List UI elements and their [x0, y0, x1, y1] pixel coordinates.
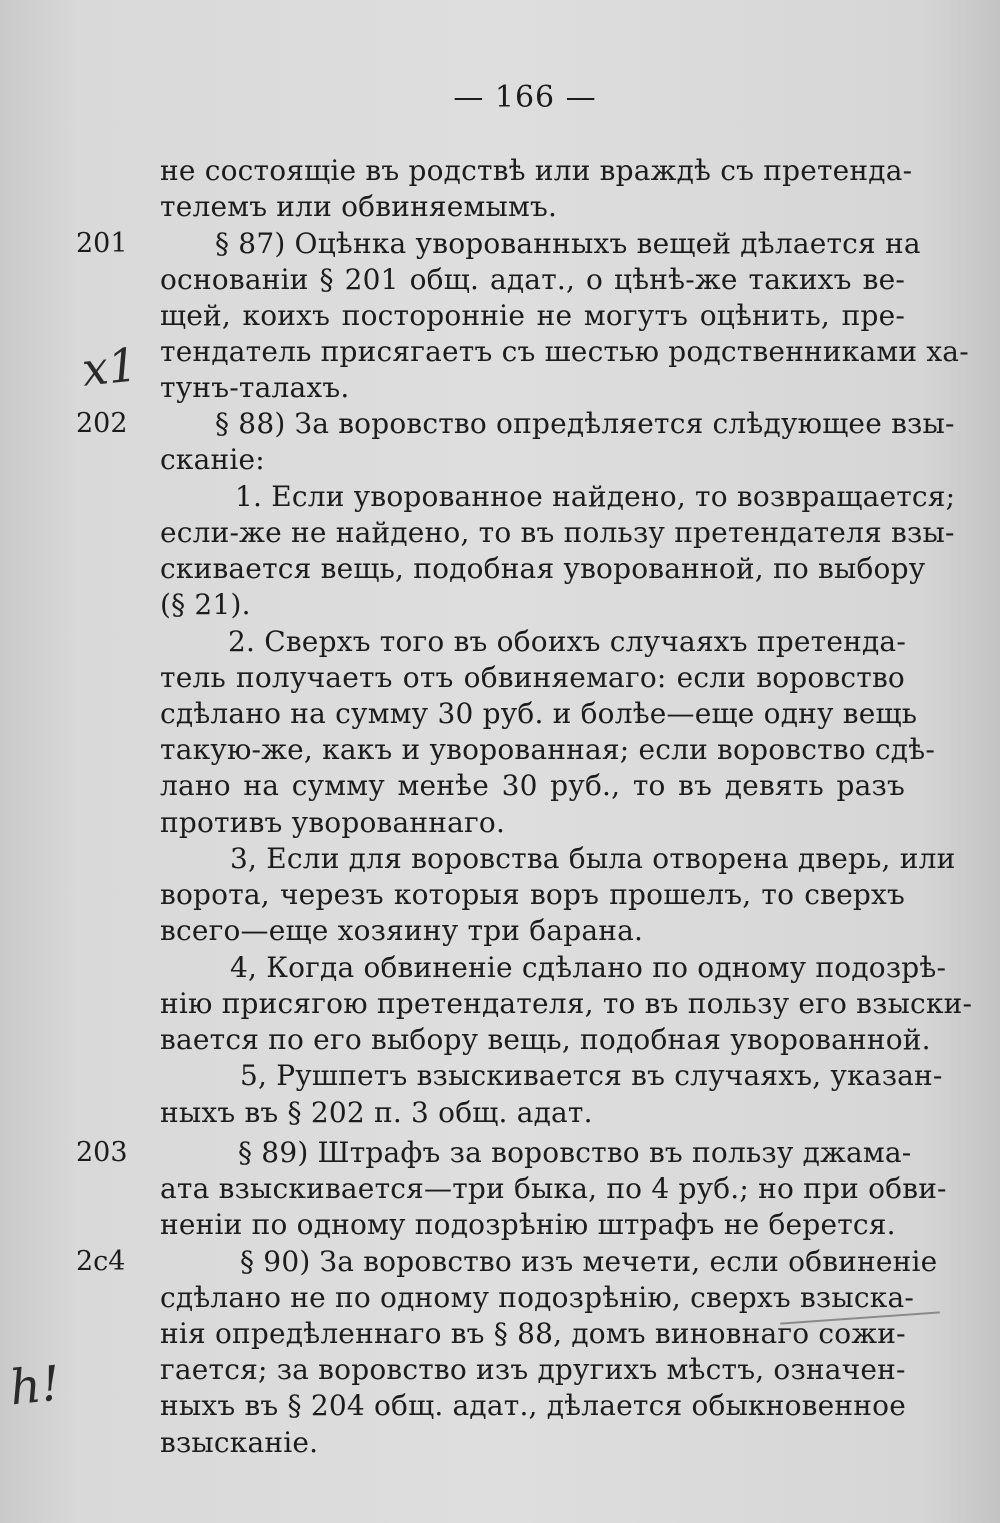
text-line: 5, Рушпетъ взыскивается въ случаяхъ, указан-: [240, 1059, 943, 1092]
text-line: тель получаетъ отъ обвиняемаго: если воровство: [160, 661, 905, 694]
margin-number: 201: [76, 228, 128, 259]
page-number: — 166 —: [453, 80, 597, 115]
text-line: сканіе:: [160, 443, 265, 476]
text-line: щей, коихъ посторонніе не могутъ оцѣнить, пре-: [160, 299, 905, 332]
text-line: тендатель присягаетъ съ шестью родственниками ха-: [160, 335, 969, 368]
text-line: ата взыскивается—три быка, по 4 руб.; но при обви-: [160, 1172, 947, 1205]
text-line: нія опредѣленнаго въ § 88, домъ виновнаго сожи-: [160, 1317, 906, 1350]
text-line: 3, Если для воровства была отворена дверь, или: [230, 842, 956, 875]
text-line: основаніи § 201 общ. адат., о цѣнѣ-же такихъ ве-: [160, 263, 905, 296]
handwritten-note: x1: [79, 337, 140, 397]
text-line: § 89) Штрафъ за воровство въ пользу джама-: [238, 1136, 912, 1169]
text-line: 4, Когда обвиненіе сдѣлано по одному подозрѣ-: [230, 951, 947, 984]
text-line: ворота, черезъ которыя воръ прошелъ, то сверхъ: [160, 878, 905, 911]
text-line: неніи по одному подозрѣнію штрафъ не берется.: [160, 1208, 896, 1241]
text-line: 2. Сверхъ того въ обоихъ случаяхъ претенда-: [228, 625, 906, 658]
text-line: лано на сумму менѣе 30 руб., то въ девять разъ: [160, 769, 905, 802]
text-line: сдѣлано не по одному подозрѣнію, сверхъ взыска-: [160, 1281, 915, 1314]
text-line: скивается вещь, подобная уворованной, по выбору: [160, 552, 926, 585]
text-line: если-же не найдено, то въ пользу претендателя взы-: [160, 516, 955, 549]
text-line: § 90) За воровство изъ мечети, если обвиненіе: [240, 1245, 938, 1278]
text-line: вается по его выбору вещь, подобная уворованной.: [160, 1023, 931, 1056]
margin-number: 2с4: [76, 1246, 126, 1277]
text-line: ныхъ въ § 204 общ. адат., дѣлается обыкновенное: [160, 1389, 906, 1422]
text-line: § 87) Оцѣнка уворованныхъ вещей дѣлается на: [215, 227, 921, 260]
text-line: противъ уворованнаго.: [160, 806, 506, 839]
text-line: гается; за воровство изъ другихъ мѣстъ, означен-: [160, 1353, 906, 1386]
handwritten-note: h!: [7, 1355, 63, 1417]
text-line: сдѣлано на сумму 30 руб. и болѣе—еще одну вещь: [160, 697, 918, 730]
text-line: всего—еще хозяину три барана.: [160, 914, 644, 947]
text-line: 1. Если уворованное найдено, то возвращается;: [235, 480, 956, 513]
text-line: тунъ-талахъ.: [160, 371, 350, 404]
text-line: взысканіе.: [160, 1426, 319, 1459]
margin-number: 203: [76, 1137, 128, 1168]
text-line: (§ 21).: [160, 588, 251, 621]
text-line: такую-же, какъ и уворованная; если воровство сдѣ-: [160, 733, 935, 766]
text-line: телемъ или обвиняемымъ.: [160, 190, 558, 223]
text-line: ныхъ въ § 202 п. 3 общ. адат.: [160, 1096, 593, 1129]
text-line: § 88) За воровство опредѣляется слѣдующее взы-: [215, 407, 955, 440]
margin-number: 202: [76, 408, 128, 439]
text-line: не состоящіе въ родствѣ или враждѣ съ претенда-: [160, 154, 913, 187]
text-line: нію присягою претендателя, то въ пользу его взыски-: [160, 987, 973, 1020]
